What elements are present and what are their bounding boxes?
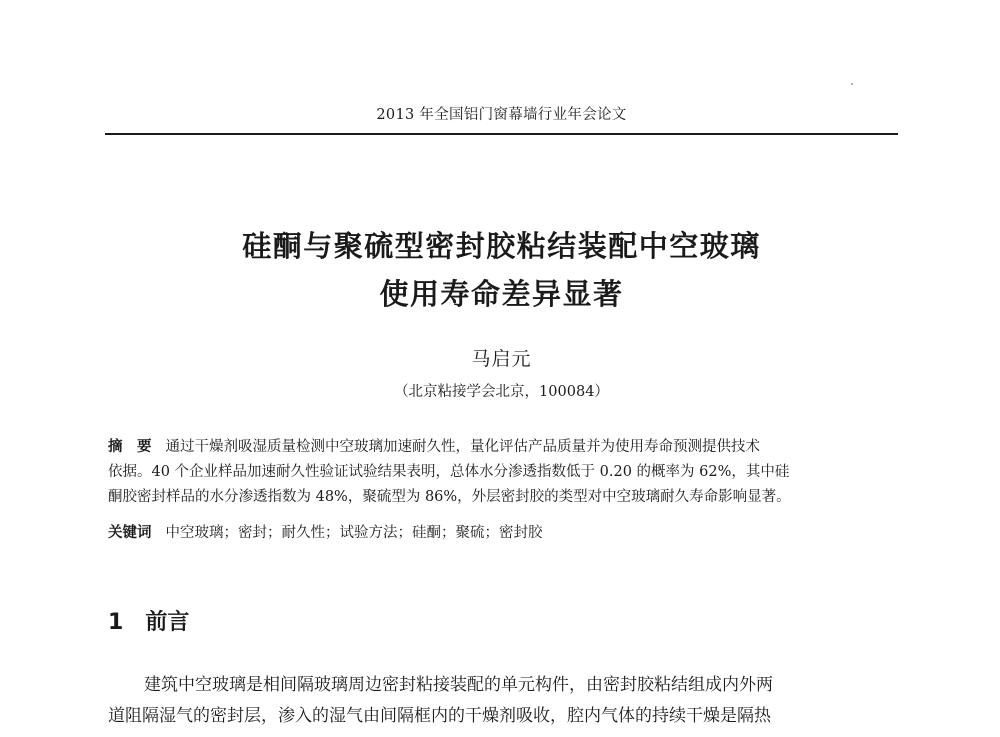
body-line-1: 建筑中空玻璃是相间隔玻璃周边密封粘接装配的单元构件，由密封胶粘结组成内外两 <box>144 675 773 695</box>
abstract-line-2: 依据。40 个企业样品加速耐久性验证试验结果表明，总体水分渗透指数低于 0.20 的概率为 62%，其中硅 <box>108 464 790 480</box>
abstract-label: 摘 要 <box>108 439 152 455</box>
section-heading <box>108 605 189 636</box>
running-header: 2013 年全国铝门窗幕墙行业年会论文 <box>376 107 627 123</box>
scan-speck <box>851 83 853 85</box>
header-rule <box>105 133 898 135</box>
keywords-text: 中空玻璃；密封；耐久性；试验方法；硅酮；聚硫；密封胶 <box>165 525 543 541</box>
section-number: 1 <box>108 610 124 635</box>
body-paragraph <box>108 670 898 732</box>
abstract <box>108 435 898 510</box>
author-affiliation: （北京粘接学会北京，100084） <box>394 384 609 400</box>
author-name: 马启元 <box>471 348 532 370</box>
keywords-label: 关键词 <box>108 525 152 541</box>
abstract-text-1: 通过干燥剂吸湿质量检测中空玻璃加速耐久性，量化评估产品质量并为使用寿命预测提供技术 <box>165 439 760 455</box>
body-line-2: 道阻隔湿气的密封层，渗入的湿气由间隔框内的干燥剂吸收，腔内气体的持续干燥是隔热 <box>108 706 771 726</box>
title-line-2: 使用寿命差异显著 <box>379 277 624 311</box>
paper-title <box>105 222 898 318</box>
abstract-line-3: 酮胶密封样品的水分渗透指数为 48%，聚硫型为 86%，外层密封胶的类型对中空玻璃耐久寿命影响显著。 <box>108 489 791 505</box>
title-line-1: 硅酮与聚硫型密封胶粘结装配中空玻璃 <box>242 229 761 263</box>
section-title: 前言 <box>145 610 190 635</box>
abstract-line-1 <box>108 435 898 460</box>
keywords <box>108 521 898 542</box>
